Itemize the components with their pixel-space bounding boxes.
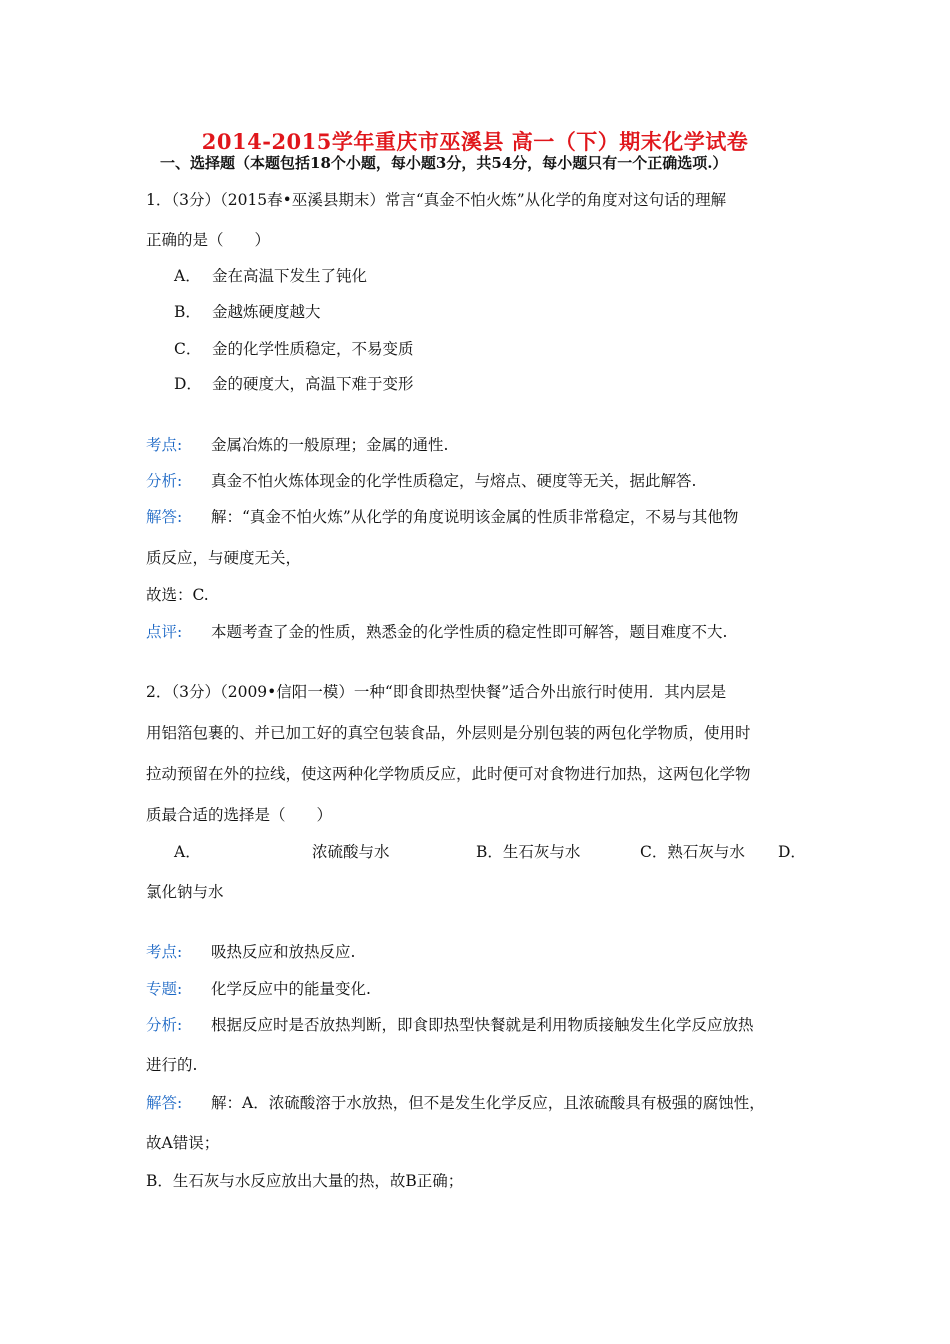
q1-fenxi-label: 分析: (146, 472, 183, 490)
q2-option-c: C．熟石灰与水 (640, 843, 745, 861)
q1-stem-line-1: 1．（3分）（2015春•巫溪县期末）常言“真金不怕火炼”从化学的角度对这句话的理解 (146, 191, 727, 209)
q1-kaodian-label: 考点: (146, 436, 183, 454)
q2-option-d-letter: D． (778, 843, 806, 861)
q1-fenxi-text: 真金不怕火炼体现金的化学性质稳定，与熔点、硬度等无关，据此解答. (211, 472, 697, 490)
q1-jieda-label: 解答: (146, 508, 183, 526)
q2-option-a-text: 浓硫酸与水 (312, 843, 390, 861)
q2-option-a-letter: A． (174, 843, 201, 861)
q2-fenxi-line-2: 进行的. (146, 1056, 198, 1074)
q2-option-d-text: 氯化钠与水 (146, 883, 224, 901)
q2-kaodian-text: 吸热反应和放热反应. (211, 943, 356, 961)
option-text: 金的硬度大，高温下难于变形 (212, 375, 414, 393)
q1-option-d (174, 372, 414, 394)
q2-stem-line-4: 质最合适的选择是（ ） (146, 806, 333, 824)
q2-jieda-line-1: 解：A．浓硫酸溶于水放热，但不是发生化学反应，且浓硫酸具有极强的腐蚀性， (211, 1094, 765, 1112)
q2-jieda-label: 解答: (146, 1094, 183, 1112)
q2-stem-line-2: 用铝箔包裹的、并已加工好的真空包装食品，外层则是分别包装的两包化学物质，使用时 (146, 724, 751, 742)
section-heading: 一、选择题（本题包括18个小题，每小题3分，共54分，每小题只有一个正确选项.） (160, 154, 728, 172)
q1-stem-line-2: 正确的是（ ） (146, 231, 271, 249)
q2-stem-line-3: 拉动预留在外的拉线，使这两种化学物质反应，此时便可对食物进行加热，这两包化学物 (146, 765, 751, 783)
q2-stem-line-1: 2．（3分）（2009•信阳一模）一种“即食即热型快餐”适合外出旅行时使用．其内层是 (146, 683, 727, 701)
q1-jieda-line-1: 解：“真金不怕火炼”从化学的角度说明该金属的性质非常稳定，不易与其他物 (211, 508, 739, 526)
q2-kaodian-label: 考点: (146, 943, 183, 961)
q1-option-a (174, 264, 367, 286)
q1-dianping-text: 本题考查了金的性质，熟悉金的化学性质的稳定性即可解答，题目难度不大. (211, 623, 728, 641)
q1-option-b (174, 300, 321, 322)
q1-jieda-line-2: 质反应，与硬度无关， (146, 549, 302, 567)
q2-zhuanti-label: 专题: (146, 980, 183, 998)
option-letter: C． (174, 340, 202, 358)
q1-kaodian-text: 金属冶炼的一般原理；金属的通性. (211, 436, 449, 454)
option-letter: B． (174, 303, 201, 321)
q1-option-c (174, 337, 414, 359)
option-letter: A． (174, 267, 201, 285)
q1-jieda-line-3: 故选：C. (146, 586, 209, 604)
q2-jieda-line-2: 故A错误； (146, 1134, 220, 1152)
q2-fenxi-label: 分析: (146, 1016, 183, 1034)
option-letter: D． (174, 375, 202, 393)
q2-jieda-line-3: B．生石灰与水反应放出大量的热，故B正确； (146, 1172, 464, 1190)
q1-dianping-label: 点评: (146, 623, 183, 641)
q2-zhuanti-text: 化学反应中的能量变化. (211, 980, 371, 998)
option-text: 金越炼硬度越大 (212, 303, 321, 321)
q2-fenxi-line-1: 根据反应时是否放热判断，即食即热型快餐就是利用物质接触发生化学反应放热 (211, 1016, 754, 1034)
option-text: 金在高温下发生了钝化 (212, 267, 368, 285)
q2-option-b: B．生石灰与水 (476, 843, 581, 861)
exam-title: 2014-2015学年重庆市巫溪县 高一（下）期末化学试卷 (201, 129, 749, 154)
option-text: 金的化学性质稳定，不易变质 (212, 340, 414, 358)
